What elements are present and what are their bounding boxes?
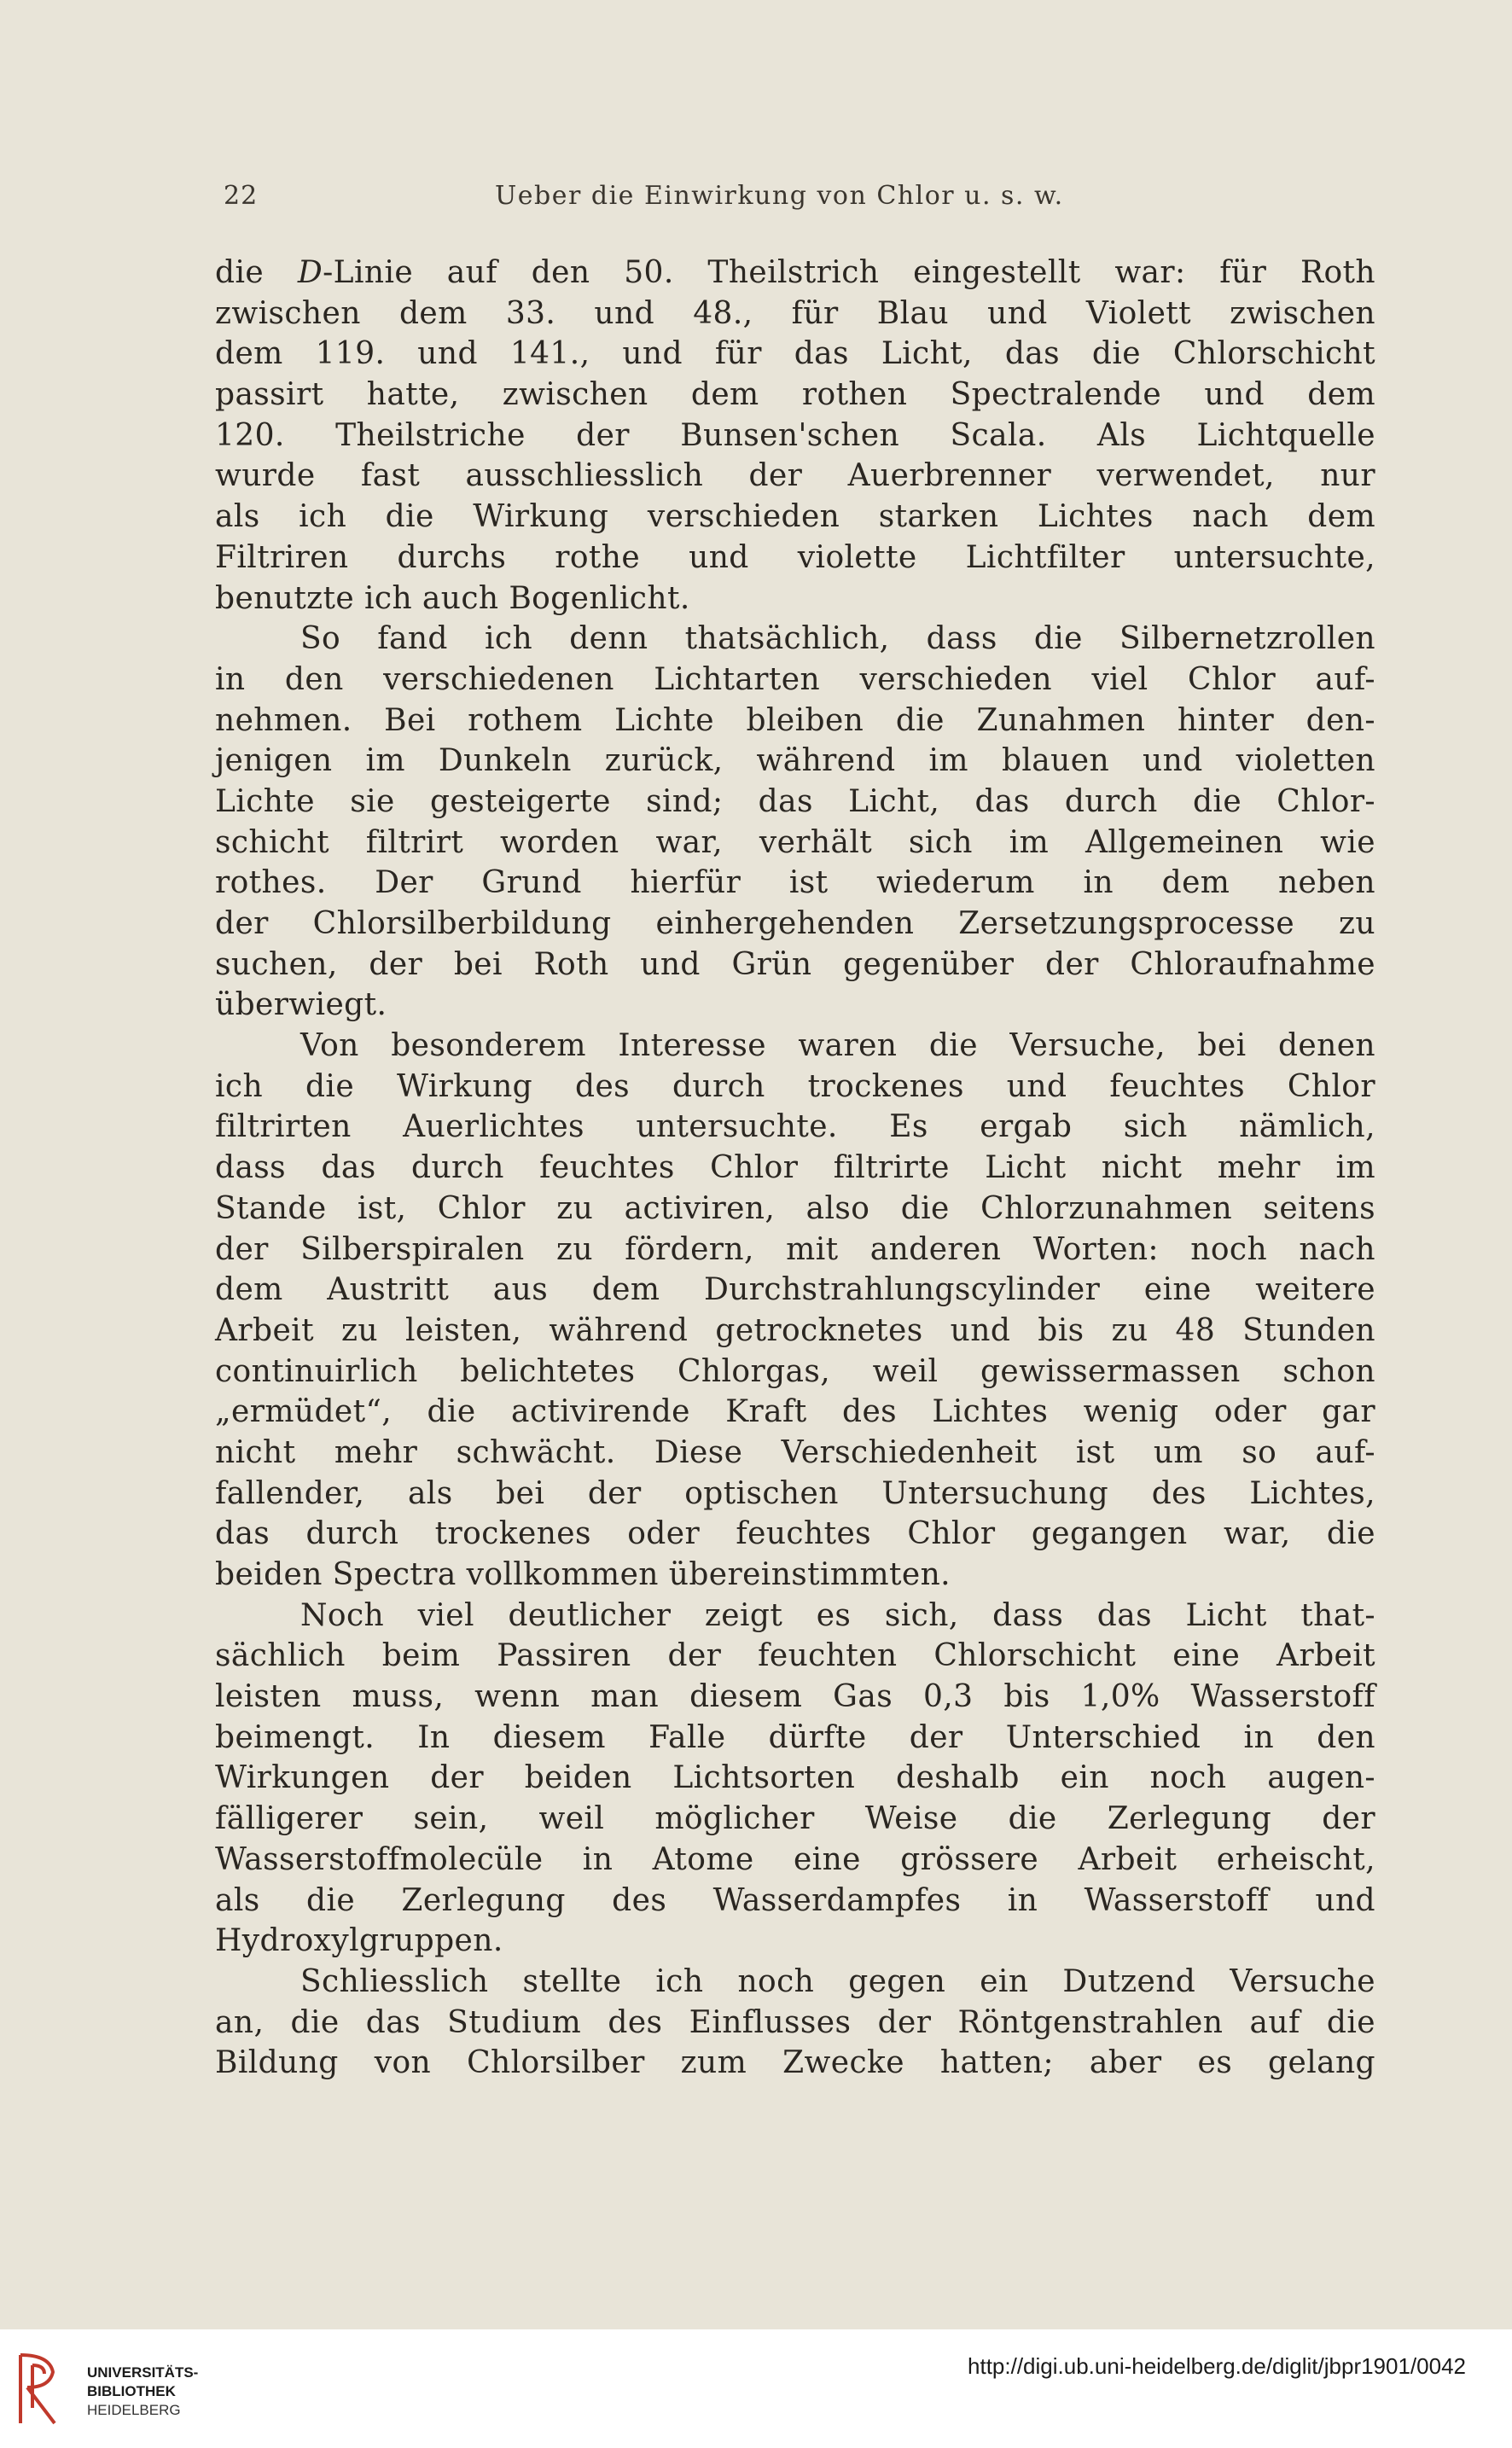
text-line: Wirkungen der beiden Lichtsorten deshalb ein noch augen- [215, 1760, 1375, 1796]
text-line: benutzte ich auch Bogenlicht. [215, 580, 690, 616]
text-line: der Silberspiralen zu fördern, mit anderen Worten: noch nach [215, 1231, 1375, 1267]
text-line: dem 119. und 141., und für das Licht, das die Chlorschicht [215, 336, 1375, 372]
italic-d: D [297, 255, 323, 290]
text-line: zwischen dem 33. und 48., für Blau und Violett zwischen [215, 295, 1375, 331]
text-line: in den verschiedenen Lichtarten verschieden viel Chlor auf- [215, 661, 1375, 697]
text-line: Schliesslich stellte ich noch gegen ein Dutzend Versuche [300, 1963, 1375, 1999]
text-line: nicht mehr schwächt. Diese Verschiedenheit ist um so auf- [215, 1434, 1375, 1470]
text-line: Filtriren durchs rothe und violette Lichtfilter untersuchte, [215, 539, 1375, 575]
digitization-footer [0, 2329, 1512, 2448]
text-line: filtrirten Auerlichtes untersuchte. Es ergab sich nämlich, [215, 1109, 1375, 1145]
ub-heidelberg-logo-icon [15, 2348, 72, 2430]
text-line: continuirlich belichtetes Chlorgas, weil gewissermassen schon [215, 1353, 1375, 1389]
text-line: Noch viel deutlicher zeigt es sich, dass das Licht that- [300, 1597, 1375, 1633]
text-line: an, die das Studium des Einflusses der Röntgenstrahlen auf die [215, 2004, 1375, 2040]
text-line: überwiegt. [215, 987, 387, 1023]
text-line: Bildung von Chlorsilber zum Zwecke hatten; aber es gelang [215, 2045, 1375, 2081]
text-line: als ich die Wirkung verschieden starken Lichtes nach dem [215, 499, 1375, 535]
text-line: suchen, der bei Roth und Grün gegenüber der Chloraufnahme [215, 946, 1375, 982]
text-line: fälligerer sein, weil möglicher Weise die Zerlegung der [215, 1801, 1375, 1837]
library-name [87, 2364, 198, 2420]
body-text [215, 253, 1375, 2084]
text-line: passirt hatte, zwischen dem rothen Spectralende und dem [215, 377, 1375, 413]
text-line: dass das durch feuchtes Chlor filtrirte Licht nicht mehr im [215, 1150, 1375, 1186]
text-line: 120. Theilstriche der Bunsen'schen Scala. Als Lichtquelle [215, 417, 1375, 453]
text-line: beimengt. In diesem Falle dürfte der Unterschied in den [215, 1719, 1375, 1755]
text-line: schicht filtrirt worden war, verhält sich im Allgemeinen wie [215, 824, 1375, 860]
permalink-url[interactable]: http://digi.ub.uni-heidelberg.de/diglit/jbpr1901/0042 [968, 2353, 1466, 2379]
text-line: nehmen. Bei rothem Lichte bleiben die Zunahmen hinter den- [215, 702, 1375, 738]
text-line: beiden Spectra vollkommen übereinstimmten. [215, 1557, 951, 1592]
text-line: Wasserstoffmolecüle in Atome eine grössere Arbeit erheischt, [215, 1841, 1375, 1877]
library-line-3: HEIDELBERG [87, 2402, 181, 2418]
text-line: Von besonderem Interesse waren die Versuche, bei denen [300, 1028, 1375, 1064]
text-line: ich die Wirkung des durch trockenes und feuchtes Chlor [215, 1068, 1375, 1104]
text-line: So fand ich denn thatsächlich, dass die Silbernetzrollen [300, 621, 1375, 657]
text-line: Stande ist, Chlor zu activiren, also die Chlorzunahmen seitens [215, 1190, 1375, 1226]
text-line: dem Austritt aus dem Durchstrahlungscylinder eine weitere [215, 1272, 1375, 1308]
text-line: Arbeit zu leisten, während getrocknetes und bis zu 48 Stunden [215, 1312, 1375, 1348]
text-line: der Chlorsilberbildung einhergehenden Zersetzungsprocesse zu [215, 906, 1375, 941]
text-line: leisten muss, wenn man diesem Gas 0,3 bis 1,0% Wasserstoff [215, 1679, 1375, 1715]
text-line: „ermüdet“, die activirende Kraft des Lichtes wenig oder gar [215, 1394, 1375, 1430]
running-title: Ueber die Einwirkung von Chlor u. s. w. [495, 181, 1064, 211]
text-line: Lichte sie gesteigerte sind; das Licht, das durch die Chlor- [215, 783, 1375, 819]
text-line: sächlich beim Passiren der feuchten Chlorschicht eine Arbeit [215, 1638, 1375, 1674]
text-line: rothes. Der Grund hierfür ist wiederum in dem neben [215, 865, 1375, 901]
text-line: als die Zerlegung des Wasserdampfes in Wasserstoff und [215, 1882, 1375, 1918]
running-header [224, 181, 1418, 218]
library-line-1: UNIVERSITÄTS- [87, 2364, 199, 2381]
text-line: das durch trockenes oder feuchtes Chlor gegangen war, die [215, 1516, 1375, 1552]
page-number: 22 [224, 181, 259, 211]
library-line-2: BIBLIOTHEK [87, 2383, 176, 2399]
text-line: Hydroxylgruppen. [215, 1923, 503, 1959]
text-line: fallender, als bei der optischen Untersuchung des Lichtes, [215, 1475, 1375, 1511]
text-line: wurde fast ausschliesslich der Auerbrenner verwendet, nur [215, 458, 1375, 494]
text-line: die D-Linie auf den 50. Theilstrich eingestellt war: für Roth [215, 255, 1375, 290]
text-line: jenigen im Dunkeln zurück, während im blauen und violetten [215, 743, 1375, 779]
